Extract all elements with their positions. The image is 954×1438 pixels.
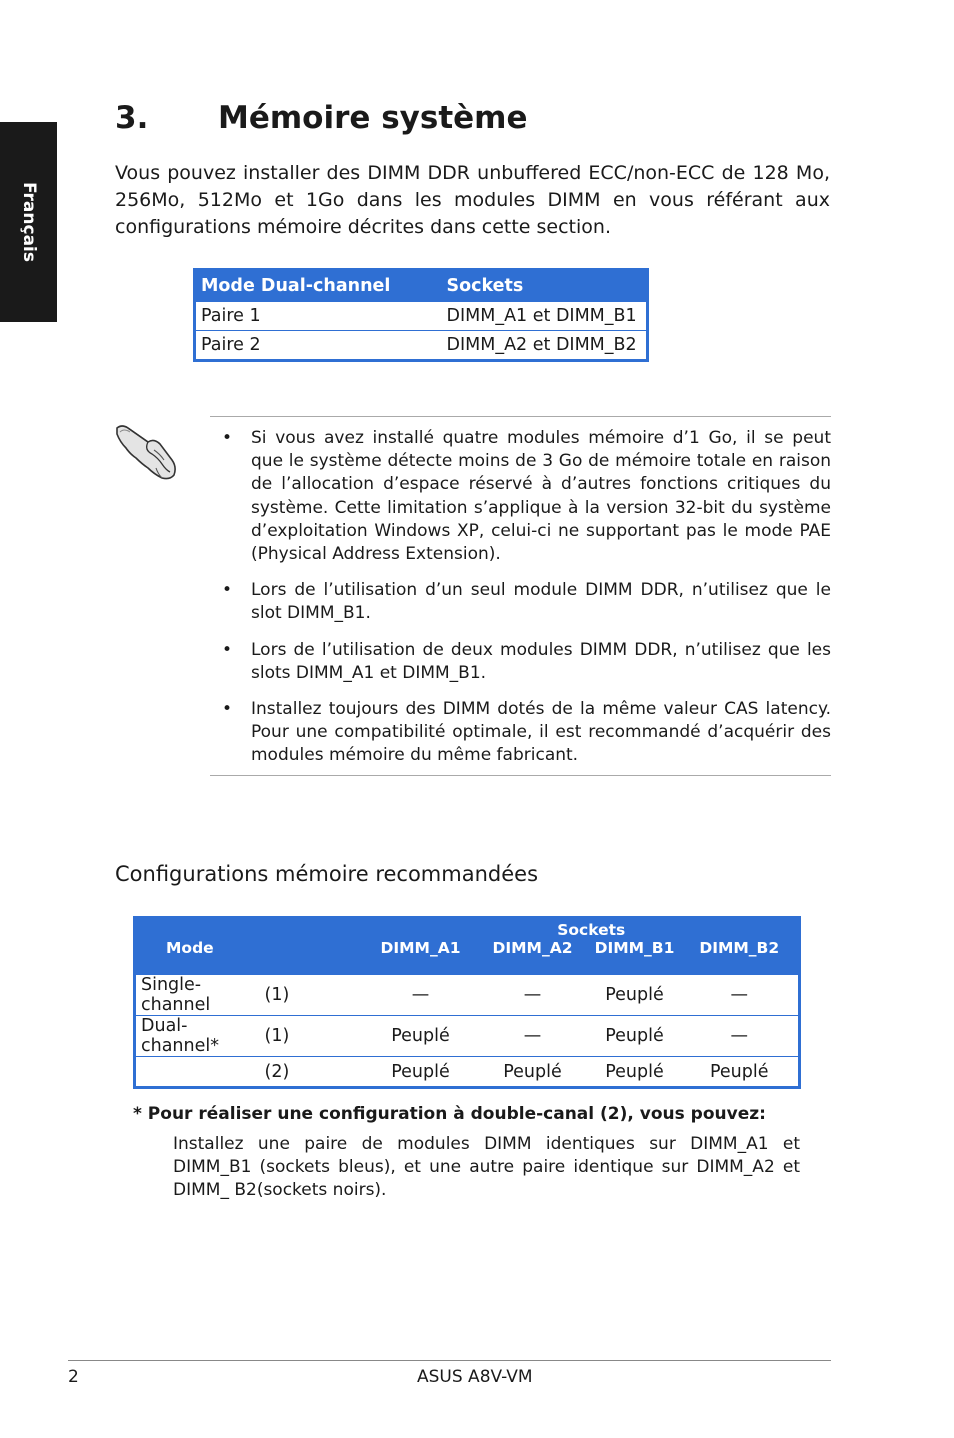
section-number: 3. bbox=[115, 100, 149, 136]
page-number: 2 bbox=[68, 1367, 79, 1387]
note-text: Installez toujours des DIMM dotés de la même valeur CAS latency. Pour une compatibilité optimale, il est recommandé d’acquérir des modules mémoire du même fabricant. bbox=[251, 699, 831, 766]
table-row bbox=[195, 331, 648, 361]
header-mode: Mode bbox=[135, 939, 365, 975]
table-cell: — bbox=[365, 975, 477, 1016]
note-box bbox=[210, 416, 831, 776]
header-mode-dual-channel: Mode Dual-channel bbox=[195, 270, 439, 302]
table-cell: Single-channel bbox=[135, 975, 265, 1016]
table-cell: Peuplé bbox=[681, 1057, 800, 1088]
table-cell bbox=[135, 1057, 265, 1088]
note-text: Lors de l’utilisation d’un seul module DIMM DDR, n’utilisez que le slot DIMM_B1. bbox=[251, 580, 831, 624]
note-list bbox=[210, 427, 831, 781]
bullet: • bbox=[222, 699, 233, 720]
config-table-group-header-row bbox=[135, 918, 800, 940]
dual-channel-table bbox=[193, 268, 649, 362]
table-row bbox=[135, 1016, 800, 1057]
language-side-tab bbox=[0, 122, 57, 322]
table-cell: Peuplé bbox=[477, 1057, 589, 1088]
memory-config-table bbox=[133, 916, 801, 1089]
table-cell: Peuplé bbox=[365, 1016, 477, 1057]
table-cell: Paire 2 bbox=[195, 331, 439, 361]
table-cell: DIMM_A1 et DIMM_B1 bbox=[439, 302, 648, 331]
list-item bbox=[210, 579, 831, 625]
table-cell: — bbox=[681, 1016, 800, 1057]
bullet: • bbox=[222, 639, 233, 660]
empty-header-cell bbox=[135, 918, 365, 940]
config-heading: Configurations mémoire recommandées bbox=[115, 862, 539, 886]
table-cell: DIMM_A2 et DIMM_B2 bbox=[439, 331, 648, 361]
section-title-text: Mémoire système bbox=[218, 100, 528, 136]
section-title bbox=[115, 100, 528, 136]
note-text: Si vous avez installé quatre modules mémoire d’1 Go, il se peut que le système détecte moins de 3 Go de mémoire totale en raison de l’allocation d’espace réservé à d’autres fonctions critiques du système. Cette limitation s’applique à la version 32-bit du système d’exploitation Windows XP, celui-ci ne supportant pas le mode PAE (Physical Address Extension). bbox=[251, 428, 831, 565]
header-dimm-a2: DIMM_A2 bbox=[477, 939, 589, 975]
header-dimm-b2: DIMM_B2 bbox=[681, 939, 800, 975]
table-cell: (2) bbox=[265, 1057, 365, 1088]
table-cell: (1) bbox=[265, 1016, 365, 1057]
table-cell: — bbox=[681, 975, 800, 1016]
footnote-heading: * Pour réaliser une configuration à double-canal (2), vous pouvez: bbox=[133, 1104, 766, 1124]
table-cell: (1) bbox=[265, 975, 365, 1016]
language-tab-label: Français bbox=[18, 182, 39, 262]
table-row bbox=[195, 302, 648, 331]
footer-title: ASUS A8V-VM bbox=[417, 1367, 533, 1387]
note-text: Lors de l’utilisation de deux modules DIMM DDR, n’utilisez que les slots DIMM_A1 et DIMM_B1. bbox=[251, 639, 831, 683]
list-item bbox=[210, 698, 831, 768]
table-cell: Peuplé bbox=[589, 1016, 681, 1057]
table-cell: — bbox=[477, 975, 589, 1016]
table-cell: Dual-channel* bbox=[135, 1016, 265, 1057]
bullet: • bbox=[222, 580, 233, 601]
table-row bbox=[135, 1057, 800, 1088]
list-item bbox=[210, 639, 831, 685]
table-cell: — bbox=[477, 1016, 589, 1057]
table-cell: Peuplé bbox=[589, 1057, 681, 1088]
footer-divider bbox=[68, 1360, 831, 1361]
list-item bbox=[210, 427, 831, 566]
table-cell: Peuplé bbox=[365, 1057, 477, 1088]
table-cell: Paire 1 bbox=[195, 302, 439, 331]
table-row bbox=[135, 975, 800, 1016]
dual-table-header-row bbox=[195, 270, 648, 302]
config-table-header-row bbox=[135, 939, 800, 975]
table-cell: Peuplé bbox=[589, 975, 681, 1016]
pointing-hand-icon bbox=[114, 420, 180, 482]
header-dimm-a1: DIMM_A1 bbox=[365, 939, 477, 975]
footnote-body: Installez une paire de modules DIMM identiques sur DIMM_A1 et DIMM_B1 (sockets bleus), et une autre paire identique sur DIMM_A2 et DIMM_ B2(sockets noirs). bbox=[173, 1134, 800, 1200]
header-sockets: Sockets bbox=[439, 270, 648, 302]
bullet: • bbox=[222, 428, 233, 448]
header-dimm-b1: DIMM_B1 bbox=[589, 939, 681, 975]
header-sockets-group: Sockets bbox=[365, 918, 800, 940]
intro-paragraph: Vous pouvez installer des DIMM DDR unbuffered ECC/non-ECC de 128 Mo, 256Mo, 512Mo et 1Go dans les modules DIMM en vous référant aux configurations mémoire décrites dans cette section. bbox=[115, 162, 830, 238]
